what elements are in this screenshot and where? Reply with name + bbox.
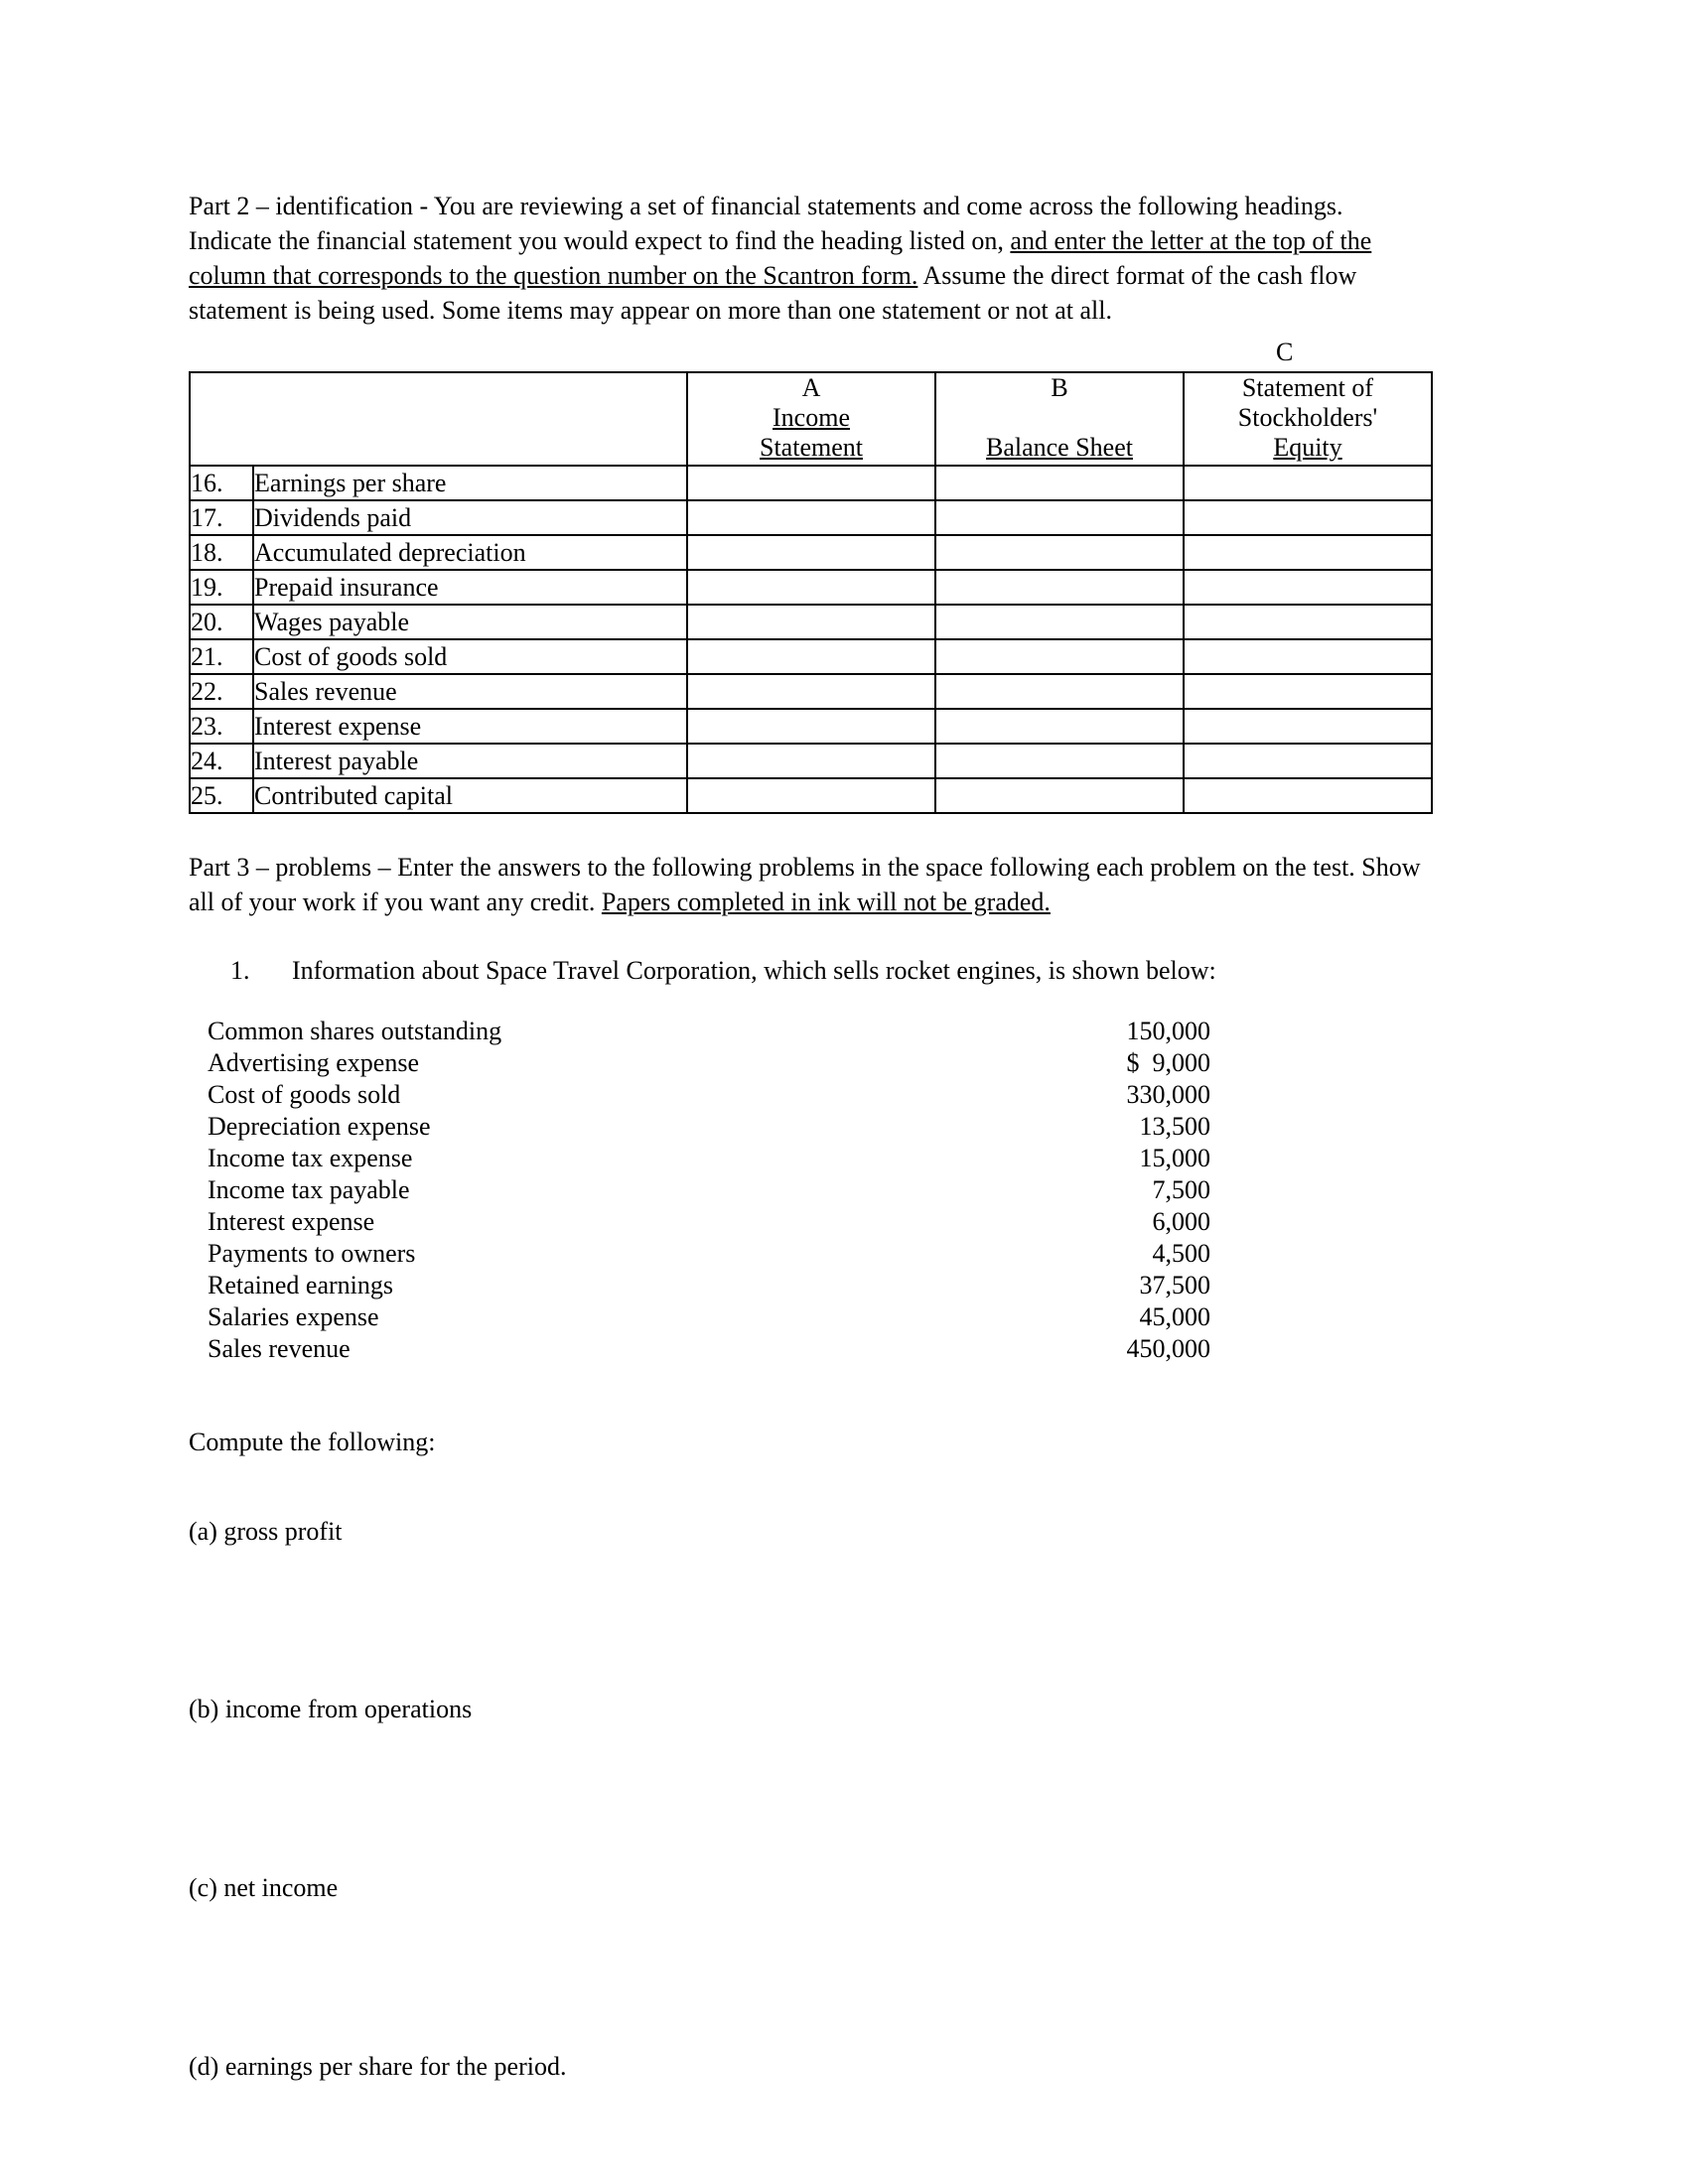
data-value: 13,500 (1139, 1112, 1210, 1141)
part3-intro-segment-2-underlined: Papers completed in ink will not be graded. (601, 887, 1051, 916)
header-cell-stockholders-equity (1184, 372, 1432, 466)
header-line-statement-of: Statement of (1241, 373, 1374, 402)
header-cell-blank (190, 372, 687, 466)
data-value: 7,500 (1152, 1175, 1210, 1204)
answer-cell-c[interactable] (1184, 709, 1432, 744)
problem-1-data-list (189, 988, 1210, 1365)
data-label: Salaries expense (208, 1302, 379, 1331)
row-number: 24. (190, 744, 253, 778)
subquestion-a: (a) gross profit (189, 1517, 343, 1546)
row-number: 22. (190, 674, 253, 709)
data-row (208, 1143, 1210, 1174)
page-content (189, 189, 1430, 2083)
row-item-label: Interest expense (253, 709, 687, 744)
data-row (208, 1333, 1210, 1365)
answer-cell-a[interactable] (687, 466, 935, 500)
data-row (208, 1079, 1210, 1111)
table-header-row (190, 372, 1432, 466)
answer-cell-b[interactable] (935, 605, 1184, 639)
subquestion-c: (c) net income (189, 1873, 339, 1902)
data-label: Cost of goods sold (208, 1080, 401, 1109)
answer-cell-a[interactable] (687, 744, 935, 778)
data-value: 450,000 (1126, 1334, 1210, 1363)
row-item-label: Wages payable (253, 605, 687, 639)
answer-cell-a[interactable] (687, 778, 935, 813)
answer-cell-b[interactable] (935, 466, 1184, 500)
row-item-label: Sales revenue (253, 674, 687, 709)
row-number: 19. (190, 570, 253, 605)
answer-cell-a[interactable] (687, 500, 935, 535)
table-row (190, 500, 1432, 535)
table-row (190, 674, 1432, 709)
data-value: $ 9,000 (1126, 1048, 1210, 1077)
data-label: Depreciation expense (208, 1112, 431, 1141)
data-label: Retained earnings (208, 1271, 393, 1299)
answer-cell-c[interactable] (1184, 605, 1432, 639)
table-row (190, 709, 1432, 744)
problem-1 (189, 919, 1430, 988)
answer-cell-b[interactable] (935, 778, 1184, 813)
answer-cell-b[interactable] (935, 639, 1184, 674)
header-letter-a: A (801, 373, 821, 402)
answer-cell-a[interactable] (687, 570, 935, 605)
identification-table (189, 371, 1433, 814)
data-value: 37,500 (1139, 1271, 1210, 1299)
part3-intro-paragraph (189, 814, 1430, 919)
table-row (190, 466, 1432, 500)
table-row (190, 570, 1432, 605)
data-row (208, 1016, 1210, 1047)
data-value: 6,000 (1152, 1207, 1210, 1236)
answer-cell-b[interactable] (935, 744, 1184, 778)
floating-column-c-label: C (1276, 338, 1294, 366)
header-spacer-b (936, 403, 1183, 433)
part2-intro-segment-3: Assume the direct format of the cash flow statement is being used. Some items may appear on more than one statement or not at all. (189, 261, 1357, 325)
compute-the-following-label: Compute the following: (189, 1428, 436, 1456)
row-number: 18. (190, 535, 253, 570)
row-number: 16. (190, 466, 253, 500)
answer-cell-b[interactable] (935, 570, 1184, 605)
table-row (190, 639, 1432, 674)
answer-cell-b[interactable] (935, 535, 1184, 570)
row-item-label: Prepaid insurance (253, 570, 687, 605)
row-item-label: Interest payable (253, 744, 687, 778)
answer-cell-c[interactable] (1184, 744, 1432, 778)
data-label: Interest expense (208, 1207, 375, 1236)
data-label: Payments to owners (208, 1239, 416, 1268)
row-number: 20. (190, 605, 253, 639)
answer-cell-c[interactable] (1184, 778, 1432, 813)
header-cell-balance-sheet (935, 372, 1184, 466)
data-value: 330,000 (1126, 1080, 1210, 1109)
answer-cell-a[interactable] (687, 535, 935, 570)
data-value: 15,000 (1139, 1144, 1210, 1172)
part3-intro-segment-1: Part 3 – problems – Enter the answers to the following problems in the space following each problem on the test. Show all of your work if you want any credit. (189, 853, 1421, 916)
part2-intro-paragraph (189, 189, 1430, 328)
subquestion-d: (d) earnings per share for the period. (189, 2052, 567, 2081)
data-row (208, 1301, 1210, 1333)
row-item-label: Dividends paid (253, 500, 687, 535)
answer-cell-a[interactable] (687, 639, 935, 674)
answer-cell-c[interactable] (1184, 466, 1432, 500)
data-label: Advertising expense (208, 1048, 420, 1077)
answer-cell-b[interactable] (935, 500, 1184, 535)
part2-intro-segment-1: Part 2 – identification - You are reviewing a set of financial statements and come across the following headings. Indicate the financial statement you would expect to find the heading listed on, (189, 192, 1343, 255)
header-line-statement: Statement (760, 433, 863, 462)
subquestion-b: (b) income from operations (189, 1695, 473, 1723)
row-number: 25. (190, 778, 253, 813)
row-number: 23. (190, 709, 253, 744)
part2-intro-segment-2-underlined: and enter the letter at the top of the column that corresponds to the question number on the Scantron form. (189, 226, 1372, 290)
data-value: 45,000 (1139, 1302, 1210, 1331)
row-item-label: Accumulated depreciation (253, 535, 687, 570)
data-label: Common shares outstanding (208, 1017, 502, 1045)
header-line-stockholders: Stockholders' (1237, 403, 1378, 432)
floating-column-c-label-row (189, 338, 1430, 371)
header-line-income: Income (773, 403, 850, 432)
data-value: 4,500 (1152, 1239, 1210, 1268)
answer-cell-a[interactable] (687, 605, 935, 639)
problem-1-marker: 1. (230, 956, 250, 985)
header-cell-income-statement (687, 372, 935, 466)
answer-cell-c[interactable] (1184, 535, 1432, 570)
answer-cell-c[interactable] (1184, 500, 1432, 535)
answer-cell-b[interactable] (935, 674, 1184, 709)
table-row (190, 605, 1432, 639)
row-number: 17. (190, 500, 253, 535)
header-line-balance-sheet: Balance Sheet (986, 433, 1133, 462)
data-label: Sales revenue (208, 1334, 351, 1363)
problem-1-prompt: Information about Space Travel Corporation, which sells rocket engines, is shown below: (292, 956, 1216, 985)
data-value: 150,000 (1126, 1017, 1210, 1045)
header-letter-b: B (1051, 373, 1068, 402)
header-line-equity: Equity (1273, 433, 1342, 462)
answer-cell-c[interactable] (1184, 674, 1432, 709)
data-row (208, 1174, 1210, 1206)
data-row (208, 1111, 1210, 1143)
row-item-label: Cost of goods sold (253, 639, 687, 674)
data-label: Income tax payable (208, 1175, 410, 1204)
row-item-label: Contributed capital (253, 778, 687, 813)
table-row (190, 744, 1432, 778)
answer-cell-c[interactable] (1184, 570, 1432, 605)
row-item-label: Earnings per share (253, 466, 687, 500)
row-number: 21. (190, 639, 253, 674)
answer-cell-a[interactable] (687, 674, 935, 709)
answer-cell-b[interactable] (935, 709, 1184, 744)
data-row (208, 1238, 1210, 1270)
data-row (208, 1270, 1210, 1301)
answer-cell-a[interactable] (687, 709, 935, 744)
table-row (190, 778, 1432, 813)
identification-table-body (190, 466, 1432, 813)
data-row (208, 1206, 1210, 1238)
data-label: Income tax expense (208, 1144, 413, 1172)
data-row (208, 1047, 1210, 1079)
table-row (190, 535, 1432, 570)
answer-cell-c[interactable] (1184, 639, 1432, 674)
